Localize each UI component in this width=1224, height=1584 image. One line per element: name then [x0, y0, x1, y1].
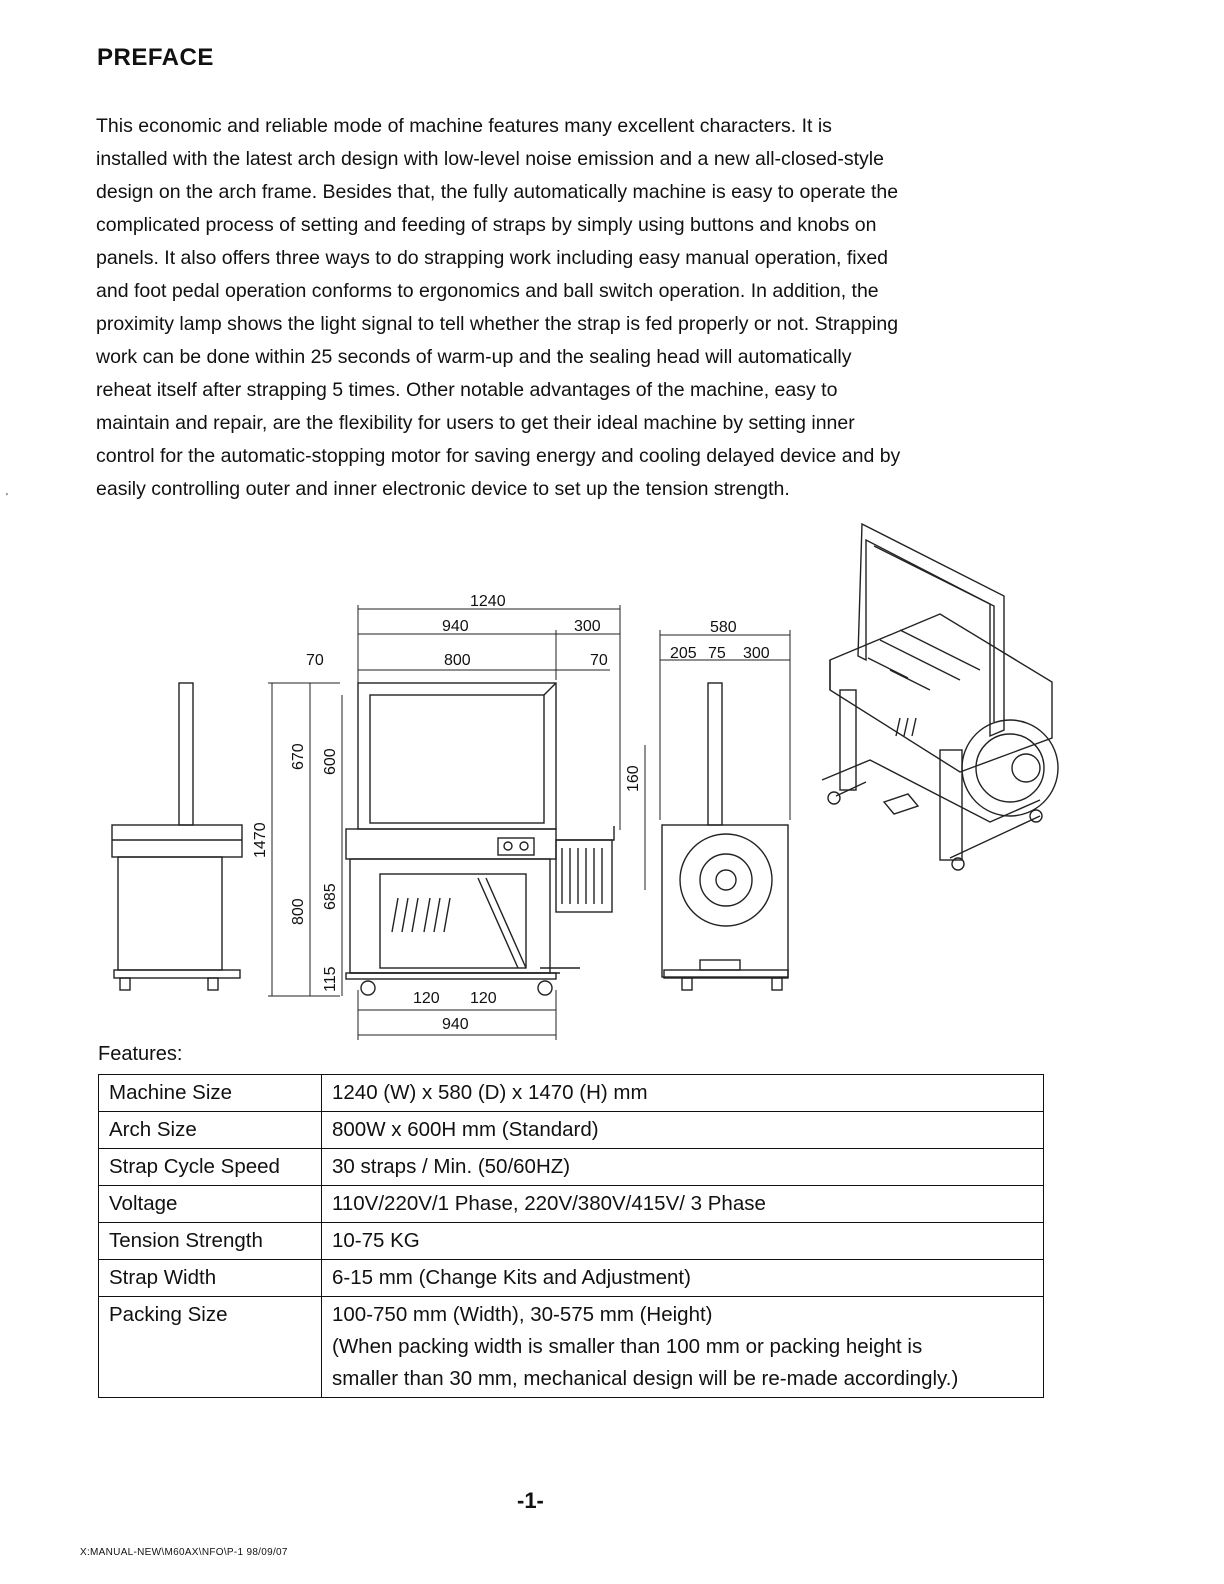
- feature-key: Voltage: [99, 1186, 322, 1223]
- preface-line: installed with the latest arch design with low-level noise emission and a new all-closed-style: [96, 148, 884, 170]
- preface-line: control for the automatic-stopping motor for saving energy and cooling delayed device and by: [96, 445, 901, 467]
- dim-75: 75: [708, 645, 726, 662]
- preface-line: easily controlling outer and inner electronic device to set up the tension strength.: [96, 478, 790, 500]
- table-row: [99, 1075, 1044, 1112]
- dim-height-1470: 1470: [252, 822, 269, 858]
- machine-drawings: [0, 510, 1224, 1050]
- preface-line: maintain and repair, are the flexibility for users to get their ideal machine by setting inner: [96, 412, 855, 434]
- preface-line: panels. It also offers three ways to do strapping work including easy manual operation, fixed: [96, 247, 889, 269]
- dim-base-940: 940: [442, 1016, 469, 1033]
- feature-value: [322, 1297, 1044, 1398]
- dim-side-ext: 300: [574, 618, 601, 635]
- feature-value: 1240 (W) x 580 (D) x 1470 (H) mm: [322, 1075, 1044, 1112]
- preface-line: work can be done within 25 seconds of warm-up and the sealing head will automatically: [96, 346, 852, 368]
- features-label: Features:: [98, 1043, 183, 1065]
- dim-height-160: 160: [625, 765, 642, 792]
- feature-key: Strap Cycle Speed: [99, 1149, 322, 1186]
- feature-key: Arch Size: [99, 1112, 322, 1149]
- feature-value: 800W x 600H mm (Standard): [322, 1112, 1044, 1149]
- dim-right-off: 70: [590, 652, 608, 669]
- table-row: [99, 1297, 1044, 1398]
- dim-arch-inner: 800: [444, 652, 471, 669]
- dim-base-120-b: 120: [470, 990, 497, 1007]
- preface-line: This economic and reliable mode of machine features many excellent characters. It is: [96, 115, 832, 137]
- feature-value: 6-15 mm (Change Kits and Adjustment): [322, 1260, 1044, 1297]
- table-row: [99, 1260, 1044, 1297]
- dim-height-685: 685: [322, 883, 339, 910]
- page-title: PREFACE: [97, 44, 214, 71]
- page-number: -1-: [517, 1488, 544, 1513]
- table-row: [99, 1186, 1044, 1223]
- preface-line: complicated process of setting and feeding of straps by simply using buttons and knobs on: [96, 214, 877, 236]
- dim-height-800: 800: [290, 898, 307, 925]
- dim-depth: 580: [710, 619, 737, 636]
- feature-value: 10-75 KG: [322, 1223, 1044, 1260]
- dim-height-600: 600: [322, 748, 339, 775]
- features-table: [98, 1074, 1044, 1398]
- table-row: [99, 1112, 1044, 1149]
- feature-value-line: (When packing width is smaller than 100 mm or packing height is: [332, 1335, 923, 1358]
- preface-paragraph: [96, 110, 1036, 506]
- feature-key: Machine Size: [99, 1075, 322, 1112]
- table-row: [99, 1149, 1044, 1186]
- feature-key: Tension Strength: [99, 1223, 322, 1260]
- front-view-drawing: [346, 683, 614, 995]
- table-row: [99, 1223, 1044, 1260]
- dim-base-120-a: 120: [413, 990, 440, 1007]
- feature-value: 110V/220V/1 Phase, 220V/380V/415V/ 3 Phase: [322, 1186, 1044, 1223]
- dim-overall-width: 1240: [470, 593, 506, 610]
- preface-line: reheat itself after strapping 5 times. Other notable advantages of the machine, easy to: [96, 379, 838, 401]
- dim-205: 205: [670, 645, 697, 662]
- preface-line: proximity lamp shows the light signal to tell whether the strap is fed properly or not. Strapping: [96, 313, 899, 335]
- preface-line: design on the arch frame. Besides that, the fully automatically machine is easy to operate the: [96, 181, 899, 203]
- footer-file-path: X:MANUAL-NEW\M60AX\NFO\P-1 98/09/07: [80, 1547, 288, 1558]
- stray-mark: ': [6, 492, 8, 503]
- preface-line: and foot pedal operation conforms to ergonomics and ball switch operation. In addition, the: [96, 280, 879, 302]
- side-view-right-drawing: [662, 683, 788, 990]
- dim-300: 300: [743, 645, 770, 662]
- dim-height-115: 115: [322, 966, 339, 992]
- feature-value: 30 straps / Min. (50/60HZ): [322, 1149, 1044, 1186]
- dim-height-670: 670: [290, 743, 307, 770]
- dim-arch-outer: 940: [442, 618, 469, 635]
- perspective-view-drawing: [822, 524, 1058, 870]
- feature-value-line: 100-750 mm (Width), 30-575 mm (Height): [332, 1303, 713, 1326]
- feature-value-line: smaller than 30 mm, mechanical design will be re-made accordingly.): [332, 1367, 959, 1390]
- side-view-left-drawing: [112, 683, 242, 990]
- dim-left-off: 70: [306, 652, 324, 669]
- feature-key: Strap Width: [99, 1260, 322, 1297]
- dimension-labels: [252, 593, 770, 1033]
- feature-key: Packing Size: [99, 1297, 322, 1398]
